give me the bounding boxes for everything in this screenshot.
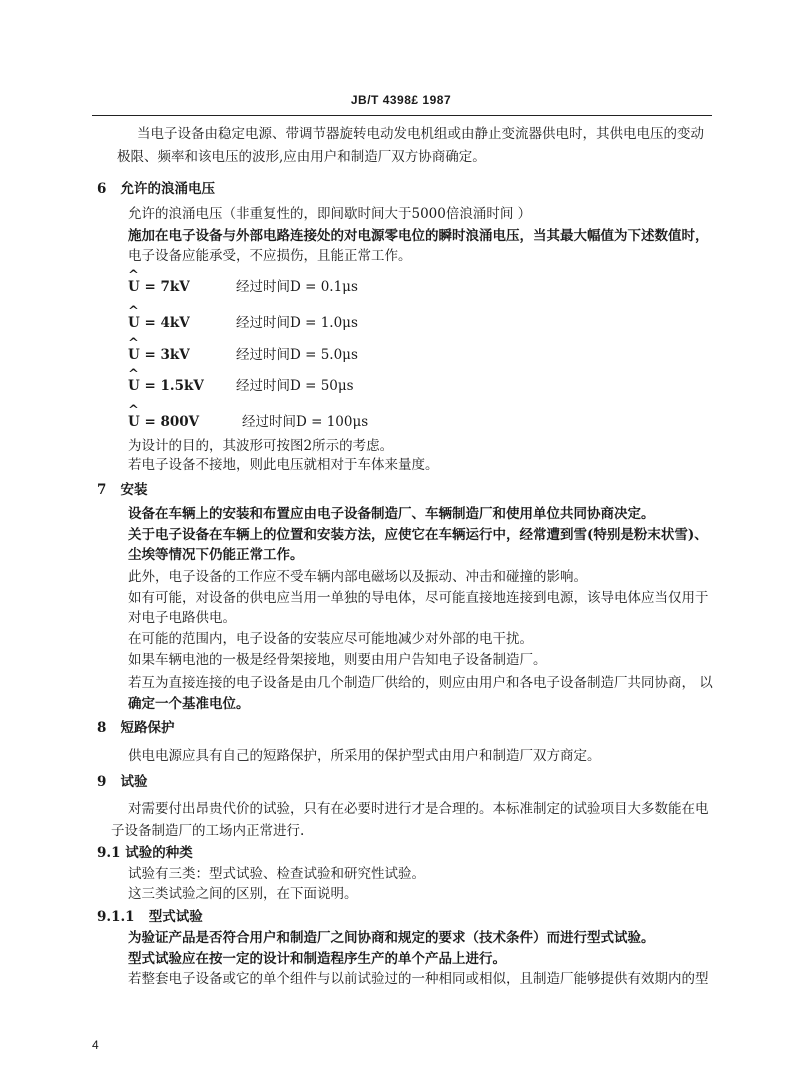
section-7-number: 7 [97,482,107,498]
section-9-1-number: 9.1 [97,845,121,861]
section-6-heading [97,180,215,198]
surge-2-duration: 经过时间D = 1.0μs [236,315,358,331]
page-number: 4 [92,1038,99,1052]
section-9-title: 试验 [120,774,148,790]
section-7-title: 安装 [120,482,148,498]
section-9-1-1-title: 型式试验 [148,909,203,925]
section-8-title: 短路保护 [120,720,175,736]
surge-1-hat: ^ [128,268,139,283]
surge-4-voltage: U = 1.5kV [128,378,204,394]
intro-line-1: 当电子设备由稳定电源、带调节器旋转电动发电机组或由静止变流器供电时，其供电电压的变动 [137,126,704,142]
surge-4-duration: 经过时间D = 50μs [236,378,354,394]
section-7-line-8: 如果车辆电池的一极是经骨架接地，则要由用户告知电子设备制造厂。 [128,652,547,668]
section-9-1-line-2: 这三类试验之间的区别，在下面说明。 [128,886,358,902]
section-9-1-title: 试验的种类 [125,845,193,861]
section-6-line-3: 电子设备应能承受，不应损伤，且能正常工作。 [128,248,412,264]
section-7-line-3: 尘埃等情况下仍能正常工作。 [128,547,304,563]
section-7-line-10: 确定一个基准电位。 [128,696,250,712]
section-6-number: 6 [97,181,107,197]
section-7-line-5: 如有可能，对设备的供电应当用一单独的导电体，尽可能直接地连接到电源，该导电体应当仅用于 [128,590,709,606]
section-7-line-7: 在可能的范围内，电子设备的安装应尽可能地减少对外部的电干扰。 [128,631,533,647]
section-7-line-1: 设备在车辆上的安装和布置应由电子设备制造厂、车辆制造厂和使用单位共同协商决定。 [128,506,655,522]
section-9-1-heading [97,844,193,862]
header-rule [92,115,712,116]
section-9-line-2: 子设备制造厂的工场内正常进行. [111,823,305,839]
surge-5-hat: ^ [128,403,139,418]
surge-3-voltage: U = 3kV [128,347,190,363]
section-9-1-line-1: 试验有三类：型式试验、检查试验和研究性试验。 [128,866,425,882]
section-8-line-1: 供电电源应具有自己的短路保护，所采用的保护型式由用户和制造厂双方商定。 [128,748,601,764]
section-9-line-1: 对需要付出昂贵代价的试验，只有在必要时进行才是合理的。本标准制定的试验项目大多数能在电 [128,801,709,817]
section-7-line-6: 对电子电路供电。 [128,610,236,626]
section-9-1-1-line-1: 为验证产品是否符合用户和制造厂之间协商和规定的要求（技术条件）而进行型式试验。 [128,930,655,946]
section-7-line-2: 关于电子设备在车辆上的位置和安装方法，应使它在车辆运行中，经常遭到雪(特别是粉末状雪)、 [128,527,708,543]
section-6-after-1: 为设计的目的，其波形可按图2所示的考虑。 [128,438,394,454]
surge-1-duration: 经过时间D = 0.1μs [236,279,358,295]
section-9-heading [97,773,148,791]
surge-4-hat: ^ [128,367,139,382]
section-9-1-1-line-2: 型式试验应在按一定的设计和制造程序生产的单个产品上进行。 [128,951,506,967]
surge-1-voltage: U = 7kV [128,279,190,295]
surge-2-hat: ^ [128,304,139,319]
intro-line-2: 极限、频率和该电压的波形,应由用户和制造厂双方协商确定。 [117,149,486,165]
section-6-after-2: 若电子设备不接地，则此电压就相对于车体来量度。 [128,457,439,473]
section-9-1-1-number: 9.1.1 [97,909,135,925]
surge-2-voltage: U = 4kV [128,315,190,331]
section-8-heading [97,719,175,737]
section-7-line-9: 若互为直接连接的电子设备是由几个制造厂供给的，则应由用户和各电子设备制造厂共同协商， 以 [128,675,713,691]
section-6-line-1: 允许的浪涌电压（非重复性的，即间歇时间大于5000倍浪涌时间 ） [128,206,532,222]
section-9-number: 9 [97,774,107,790]
surge-5-voltage: U = 800V [128,414,200,430]
surge-3-duration: 经过时间D = 5.0μs [236,347,358,363]
section-7-line-4: 此外，电子设备的工作应不受车辆内部电磁场以及振动、冲击和碰撞的影响。 [128,569,587,585]
section-7-heading [97,481,148,499]
section-6-line-2: 施加在电子设备与外部电路连接处的对电源零电位的瞬时浪涌电压，当其最大幅值为下述数值时， [128,228,709,244]
surge-5-duration: 经过时间D = 100μs [242,414,369,430]
surge-3-hat: ^ [128,336,139,351]
section-9-1-1-line-3: 若整套电子设备或它的单个组件与以前试验过的一种相同或相似，且制造厂能够提供有效期内的型 [128,971,709,987]
document-header: JB/T 4398£ 1987 [350,93,452,107]
section-8-number: 8 [97,720,107,736]
section-9-1-1-heading [97,908,203,926]
section-6-title: 允许的浪涌电压 [120,181,216,197]
